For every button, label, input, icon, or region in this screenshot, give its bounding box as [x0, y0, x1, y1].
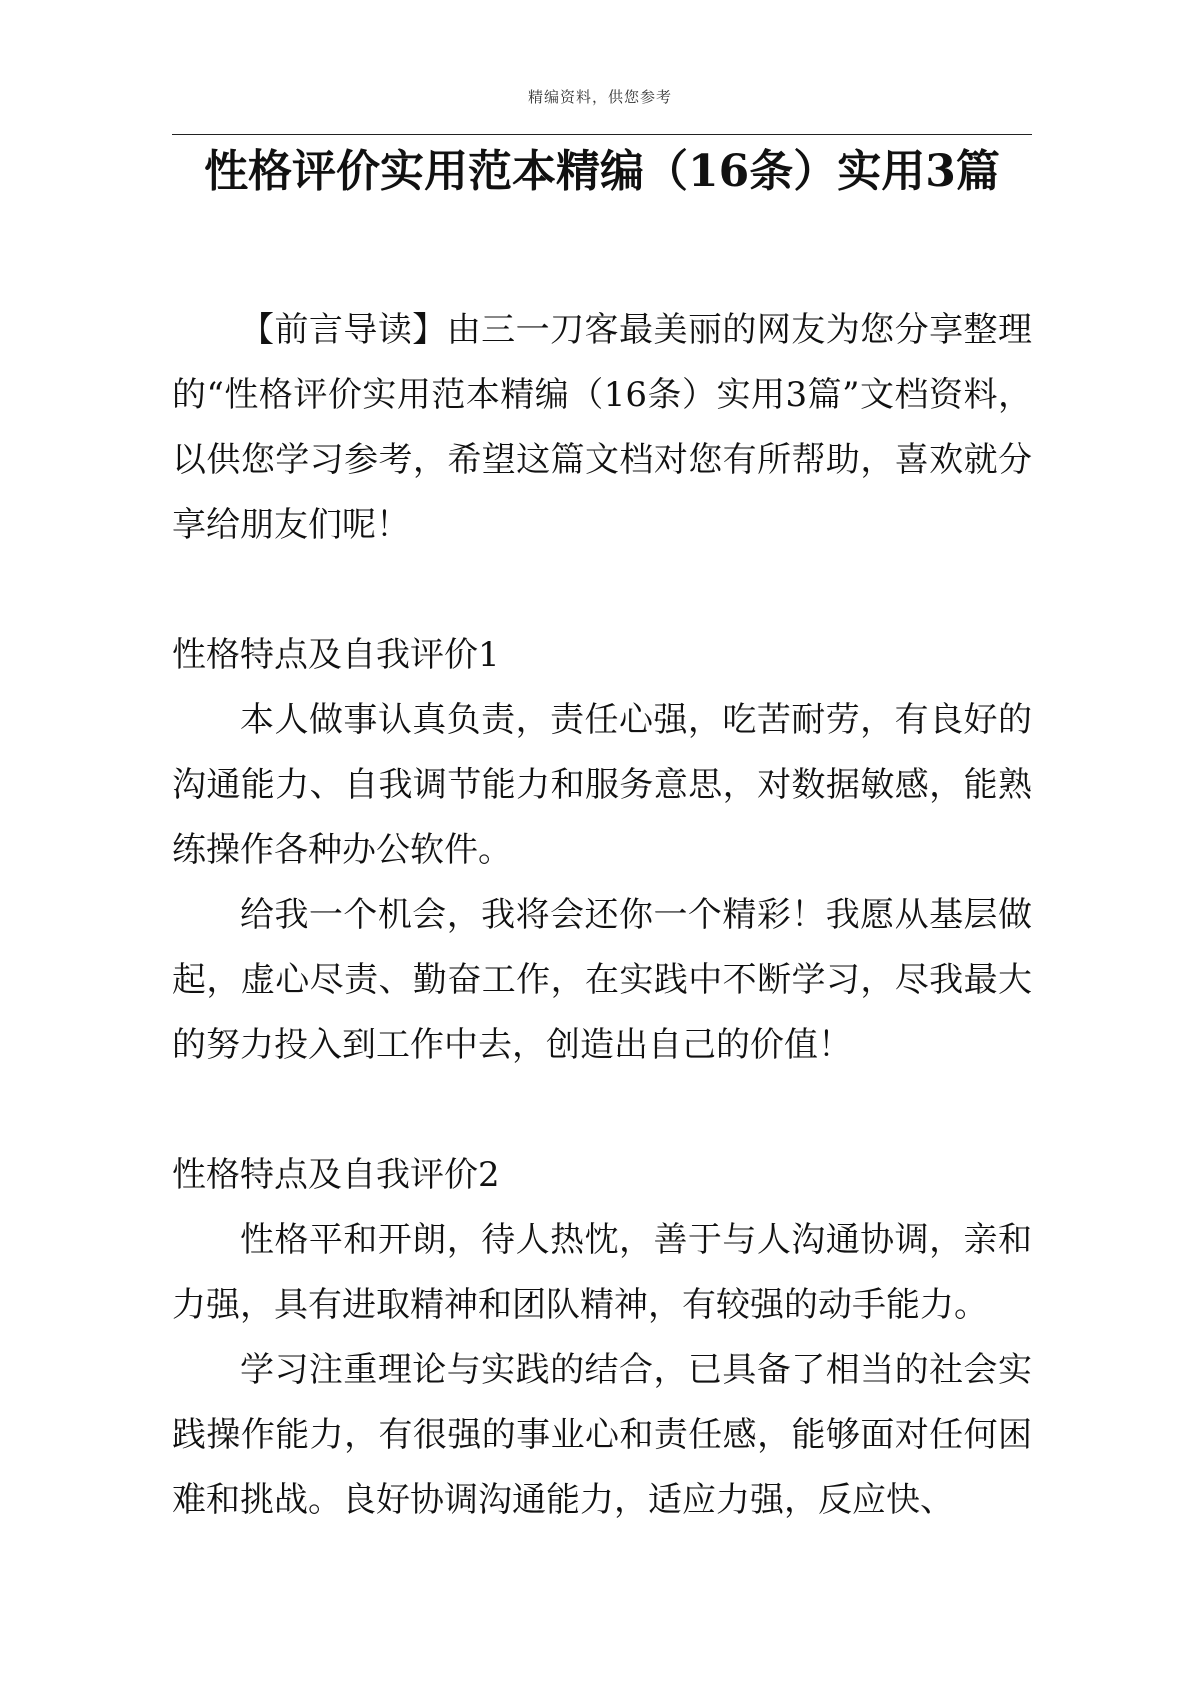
- section-1-paragraph-1: 本人做事认真负责，责任心强，吃苦耐劳，有良好的沟通能力、自我调节能力和服务意思，对数据敏感，能熟练操作各种办公软件。: [172, 700, 1032, 870]
- spacer: [172, 1078, 1032, 1143]
- intro-paragraph: 【前言导读】由三一刀客最美丽的网友为您分享整理的“性格评价实用范本精编（16条）实用3篇”文档资料，以供您学习参考，希望这篇文档对您有所帮助，喜欢就分享给朋友们呢！: [172, 310, 1032, 545]
- section-heading-1: 性格特点及自我评价1: [172, 635, 500, 675]
- document-title: 性格评价实用范本精编（16条）实用3篇: [204, 146, 1000, 197]
- spacer: [172, 558, 1032, 623]
- section-2-paragraph-1: 性格平和开朗，待人热忱，善于与人沟通协调，亲和力强，具有进取精神和团队精神，有较强的动手能力。: [172, 1220, 1032, 1325]
- section-heading-2: 性格特点及自我评价2: [172, 1155, 500, 1195]
- header-divider: [172, 134, 1032, 135]
- header-note: 精编资料，供您参考: [527, 88, 672, 106]
- document-body: [172, 298, 1032, 1533]
- section-2-paragraph-2: 学习注重理论与实践的结合，已具备了相当的社会实践操作能力，有很强的事业心和责任感，能够面对任何困难和挑战。良好协调沟通能力，适应力强，反应快、: [172, 1350, 1032, 1520]
- section-1-paragraph-2: 给我一个机会，我将会还你一个精彩！我愿从基层做起，虚心尽责、勤奋工作，在实践中不断学习，尽我最大的努力投入到工作中去，创造出自己的价值！: [172, 895, 1032, 1065]
